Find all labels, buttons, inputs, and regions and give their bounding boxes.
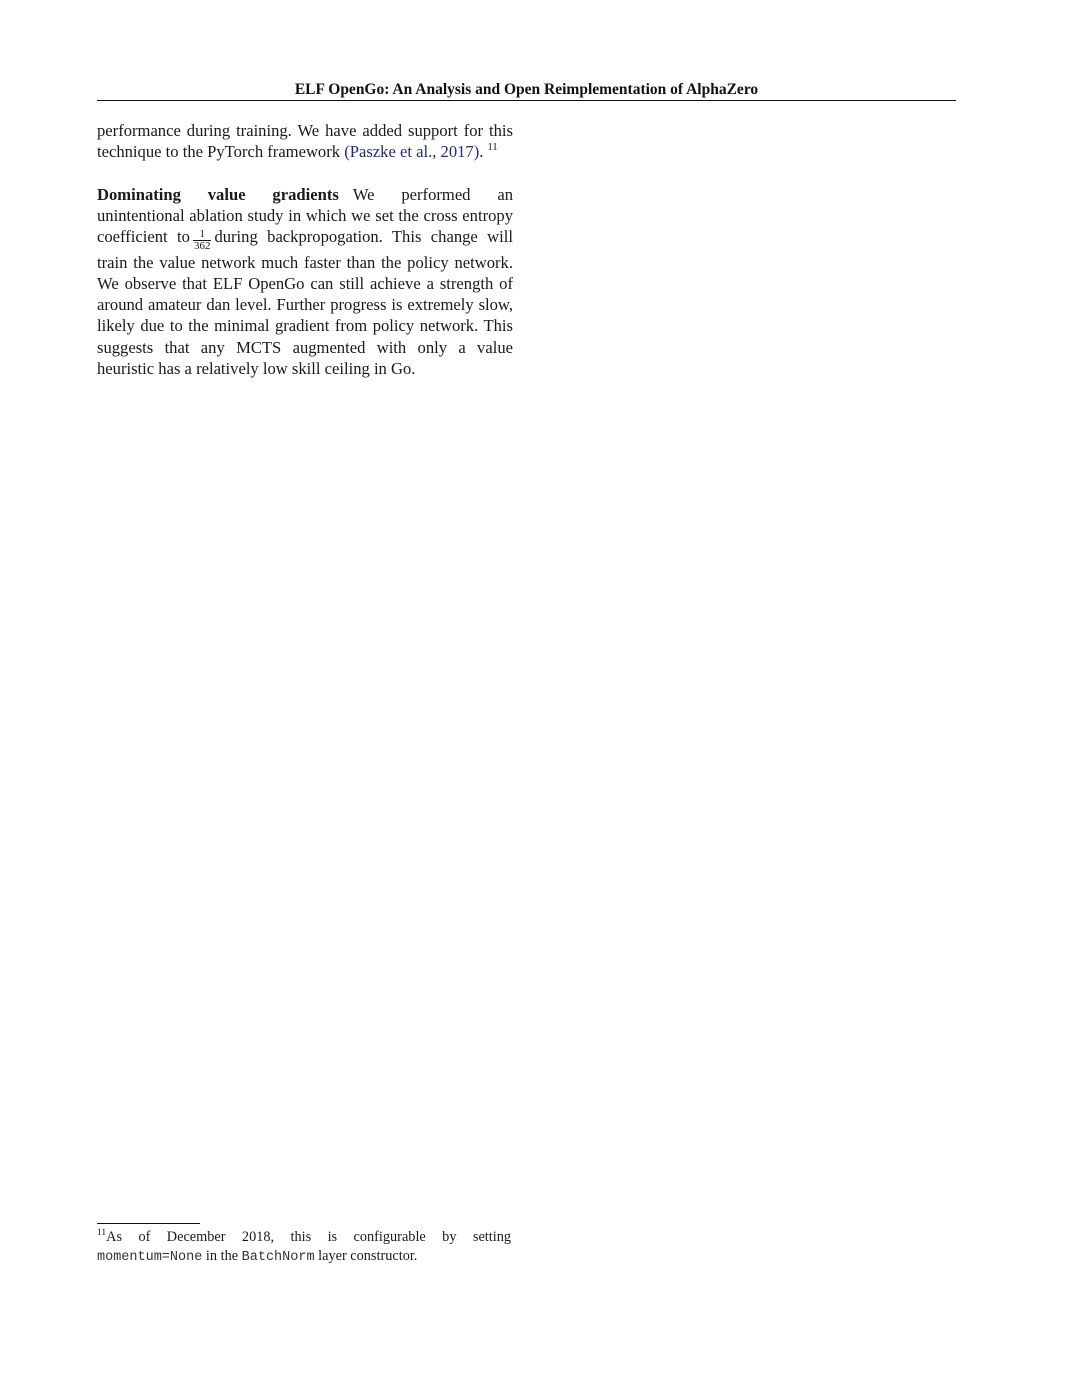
footnote-11 bbox=[97, 1228, 511, 1267]
para2-text-start: We performed an unintentional ablation study in which we set the cross entropy coefficient to bbox=[97, 185, 514, 247]
citation-link-paszke[interactable]: (Paszke et al., 2017) bbox=[344, 142, 480, 162]
footnote-rule bbox=[97, 1223, 200, 1224]
fraction-denominator: 362 bbox=[193, 240, 211, 253]
footnote-number: 11 bbox=[97, 1228, 107, 1238]
paragraph-training-support bbox=[97, 120, 513, 162]
running-title: ELF OpenGo: An Analysis and Open Reimplementation of AlphaZero bbox=[294, 81, 759, 98]
footnote-ref-11[interactable]: 11 bbox=[487, 142, 498, 154]
section-heading-dominating-value-gradients: Dominating value gradients bbox=[97, 185, 339, 204]
footnote-code-momentum: momentum=None bbox=[97, 1250, 203, 1265]
fraction-coefficient bbox=[193, 229, 212, 252]
fraction-numerator: 1 bbox=[193, 229, 212, 241]
footnote-text-2: in the bbox=[202, 1248, 242, 1264]
footnote-text-3: layer constructor. bbox=[314, 1248, 418, 1264]
footnote-code-batchnorm: BatchNorm bbox=[241, 1250, 315, 1265]
footnote-text-1: As of December 2018, this is configurable by setting bbox=[106, 1229, 511, 1245]
para2-text-end: during backpropogation. This change will train the value network much faster than the policy network. We observe that ELF OpenGo can still achieve a strength of around amateur dan level. Further progress is extremely slow, likely due to the minimal gradient from policy network. This suggests that any MCTS augmented with only a value heuristic has a relatively low skill ceiling in Go. bbox=[97, 227, 513, 378]
para1-text: performance during training. We have added support for this technique to the PyTorch framework bbox=[97, 121, 513, 162]
paragraph-dominating-value-gradients bbox=[97, 184, 513, 379]
para1-period: . bbox=[479, 142, 484, 162]
header-rule bbox=[97, 100, 956, 101]
